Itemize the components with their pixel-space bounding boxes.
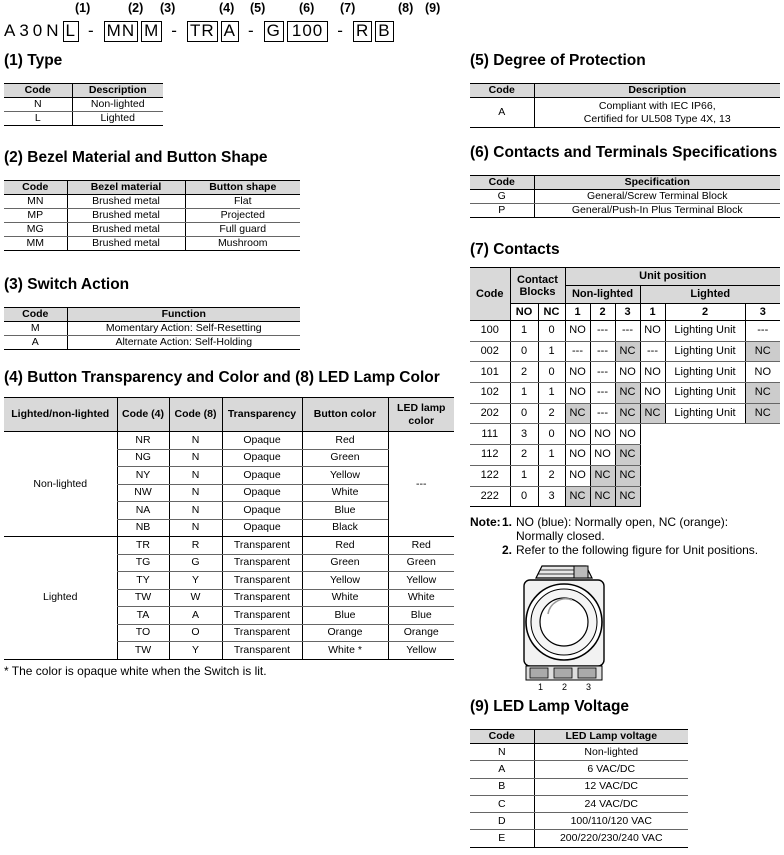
code-seg-3: M — [141, 21, 162, 42]
col-header: 2 — [665, 304, 745, 321]
cell: E — [470, 830, 534, 847]
cell: Black — [302, 519, 388, 537]
cell: A — [470, 98, 534, 128]
cell: TA — [117, 607, 169, 625]
col-header: Specification — [534, 176, 780, 190]
cell: 101 — [470, 362, 510, 383]
cell: 2 — [538, 403, 565, 424]
col-header: Non-lighted — [565, 286, 640, 304]
type-table — [4, 83, 163, 126]
cell: Opaque — [222, 502, 302, 520]
label-3: (3) — [160, 1, 176, 15]
label-6: (6) — [299, 1, 315, 15]
cell: Transparent — [222, 642, 302, 660]
cell: 1 — [510, 465, 538, 486]
code-prefix: A30N — [4, 21, 63, 40]
code-seg-9: B — [375, 21, 393, 42]
section-title-switch-action: (3) Switch Action — [4, 276, 130, 293]
cell: N — [470, 744, 534, 761]
table-row — [4, 112, 163, 126]
cell: Lighting Unit — [665, 383, 745, 404]
table-row — [470, 341, 780, 362]
cell: TO — [117, 624, 169, 642]
transparency-table — [4, 397, 454, 660]
cell: N — [169, 519, 222, 537]
cell: 1 — [538, 341, 565, 362]
transparency-footnote: * The color is opaque white when the Switch is lit. — [4, 664, 267, 678]
col-header: 2 — [590, 304, 615, 321]
cell: NO — [565, 362, 590, 383]
cell: NO — [565, 445, 590, 466]
cell: Blue — [302, 607, 388, 625]
col-header: Lighted/non-lighted — [4, 398, 117, 432]
switch-action-table — [4, 307, 300, 350]
cell: 1 — [538, 445, 565, 466]
cell: P — [470, 204, 534, 218]
cell: MM — [4, 237, 67, 251]
cell: O — [169, 624, 222, 642]
cell: NC — [590, 486, 615, 507]
cell: N — [169, 467, 222, 485]
col-header: Code — [4, 308, 67, 322]
table-row — [4, 432, 454, 450]
section-title-led-voltage: (9) LED Lamp Voltage — [470, 698, 630, 715]
cell: N — [4, 98, 72, 112]
label-8: (8) — [398, 1, 414, 15]
cell: Yellow — [302, 572, 388, 590]
cell: G — [470, 190, 534, 204]
cell: 111 — [470, 424, 510, 445]
cell: 1 — [510, 321, 538, 342]
cell: Mushroom — [185, 237, 300, 251]
col-header: Code — [4, 181, 67, 195]
code-dash: - — [88, 21, 95, 40]
cell: NC — [565, 486, 590, 507]
cell: 200/220/230/240 VAC — [534, 830, 688, 847]
cell: Non-lighted — [534, 744, 688, 761]
table-row — [470, 98, 780, 128]
cell: 102 — [470, 383, 510, 404]
table-row — [470, 465, 780, 486]
cell: Projected — [185, 209, 300, 223]
label-1: (1) — [75, 1, 91, 15]
cell: NO — [640, 321, 665, 342]
col-header: Bezel material — [67, 181, 185, 195]
cell: NO — [565, 465, 590, 486]
cell: Transparent — [222, 572, 302, 590]
cell: NA — [117, 502, 169, 520]
code-seg-1: L — [63, 21, 79, 42]
cell: Opaque — [222, 449, 302, 467]
table-row — [470, 830, 688, 847]
cell: NC — [745, 403, 780, 424]
note-text: NO (blue): Normally open, NC (orange): — [516, 515, 729, 529]
note-label: Note: — [470, 515, 501, 529]
section-title-protection: (5) Degree of Protection — [470, 52, 646, 69]
note-text: Refer to the following figure for Unit positions. — [516, 543, 759, 557]
cell: 0 — [510, 403, 538, 424]
cell: Lighting Unit — [665, 403, 745, 424]
cell: --- — [590, 383, 615, 404]
col-header: Code (4) — [117, 398, 169, 432]
col-header: NC — [538, 304, 565, 321]
cell: Flat — [185, 195, 300, 209]
cell: N — [169, 449, 222, 467]
cell: 2 — [510, 445, 538, 466]
col-header: Code — [470, 176, 534, 190]
col-header: NO — [510, 304, 538, 321]
code-seg-4: TR — [187, 21, 218, 42]
cell: Momentary Action: Self-Resetting — [67, 322, 300, 336]
empty-cell — [640, 424, 780, 445]
cell: TW — [117, 589, 169, 607]
label-2: (2) — [128, 1, 144, 15]
table-row — [470, 486, 780, 507]
cell: General/Push-In Plus Terminal Block — [534, 204, 780, 218]
cell: Lighting Unit — [665, 321, 745, 342]
code-seg-5: A — [221, 21, 239, 42]
label-7: (7) — [340, 1, 356, 15]
cell: Yellow — [388, 572, 454, 590]
cell: --- — [590, 341, 615, 362]
col-header: LED lamp color — [388, 398, 454, 432]
code-seg-6: G — [264, 21, 284, 42]
cell: NC — [565, 403, 590, 424]
cell: NG — [117, 449, 169, 467]
cell: Alternate Action: Self-Holding — [67, 336, 300, 350]
table-row — [470, 424, 780, 445]
col-header: Description — [72, 84, 163, 98]
cell: A — [4, 336, 67, 350]
cell: NO — [565, 424, 590, 445]
cell: NC — [640, 403, 665, 424]
col-header: Function — [67, 308, 300, 322]
cell: 12 VAC/DC — [534, 778, 688, 795]
cell: NO — [640, 362, 665, 383]
cell: NC — [615, 403, 640, 424]
contacts-notes — [470, 515, 782, 557]
cell: Transparent — [222, 607, 302, 625]
cell: R — [169, 537, 222, 555]
table-row — [470, 190, 780, 204]
cell: Brushed metal — [67, 209, 185, 223]
figure-label: 1 — [538, 682, 544, 692]
cell: D — [470, 813, 534, 830]
cell: --- — [640, 341, 665, 362]
col-header: Button color — [302, 398, 388, 432]
cell: NO — [640, 383, 665, 404]
cell: Red — [302, 432, 388, 450]
cell: NW — [117, 484, 169, 502]
note-number: 2. — [502, 543, 513, 557]
col-header: Code — [470, 84, 534, 98]
cell: W — [169, 589, 222, 607]
section-title-contacts-terminals: (6) Contacts and Terminals Specifications — [470, 144, 778, 161]
cell: NO — [745, 362, 780, 383]
cell: Green — [302, 554, 388, 572]
cell: NO — [565, 321, 590, 342]
cell: Transparent — [222, 554, 302, 572]
label-9: (9) — [425, 1, 441, 15]
table-row — [470, 321, 780, 342]
cell-line: Compliant with IEC IP66, — [598, 99, 716, 112]
cell: --- — [590, 362, 615, 383]
cell: --- — [745, 321, 780, 342]
contacts-table — [470, 267, 780, 507]
cell: Y — [169, 642, 222, 660]
code-dash: - — [247, 21, 255, 40]
code-dash: - — [337, 21, 344, 40]
cell: NO — [615, 362, 640, 383]
cell: Opaque — [222, 484, 302, 502]
cell: Blue — [302, 502, 388, 520]
cell: 202 — [470, 403, 510, 424]
cell: 0 — [510, 341, 538, 362]
cell: 122 — [470, 465, 510, 486]
cell: 0 — [510, 486, 538, 507]
cell-line: Certified for UL508 Type 4X, 13 — [583, 112, 731, 125]
led-color: --- — [388, 432, 454, 537]
code-seg-8: R — [353, 21, 372, 42]
cell — [534, 98, 780, 128]
cell: NY — [117, 467, 169, 485]
section-title-contacts: (7) Contacts — [470, 241, 560, 258]
cell: TY — [117, 572, 169, 590]
switch-unit-figure — [518, 560, 608, 694]
cell: N — [169, 432, 222, 450]
cell: Transparent — [222, 589, 302, 607]
cell: MN — [4, 195, 67, 209]
cell: Blue — [388, 607, 454, 625]
cell: 2 — [510, 362, 538, 383]
table-row — [470, 445, 780, 466]
cell: G — [169, 554, 222, 572]
table-row — [4, 98, 163, 112]
table-row — [470, 744, 688, 761]
cell: 0 — [538, 321, 565, 342]
cell: NO — [615, 424, 640, 445]
col-header: 1 — [640, 304, 665, 321]
cell: Green — [388, 554, 454, 572]
col-header: Lighted — [640, 286, 780, 304]
cell: Opaque — [222, 432, 302, 450]
cell: 0 — [538, 362, 565, 383]
table-row — [470, 403, 780, 424]
cell: Orange — [302, 624, 388, 642]
cell: NC — [615, 486, 640, 507]
cell: Yellow — [388, 642, 454, 660]
cell: Lighting Unit — [665, 341, 745, 362]
cell: --- — [615, 321, 640, 342]
col-header: Code — [470, 730, 534, 744]
cell: Red — [388, 537, 454, 555]
cell: NO — [590, 424, 615, 445]
table-row — [4, 537, 454, 555]
cell: M — [4, 322, 67, 336]
cell: NB — [117, 519, 169, 537]
col-header: Code — [4, 84, 72, 98]
section-title-type: (1) Type — [4, 52, 63, 69]
cell: 1 — [510, 383, 538, 404]
empty-cell — [640, 445, 780, 466]
cell: MP — [4, 209, 67, 223]
col-header: Contact Blocks — [510, 268, 565, 304]
cell: 002 — [470, 341, 510, 362]
cell: NC — [745, 341, 780, 362]
cell: Brushed metal — [67, 195, 185, 209]
table-row — [4, 223, 300, 237]
contacts-terminals-table — [470, 175, 780, 218]
cell: Lighting Unit — [665, 362, 745, 383]
code-seg-2: MN — [104, 21, 138, 42]
table-row — [470, 778, 688, 795]
empty-cell — [640, 465, 780, 486]
note-text: Normally closed. — [516, 529, 605, 543]
table-row — [470, 813, 688, 830]
group-label: Lighted — [4, 537, 117, 660]
cell: NC — [745, 383, 780, 404]
cell: C — [470, 795, 534, 812]
figure-label: 3 — [586, 682, 592, 692]
cell: 100 — [470, 321, 510, 342]
cell: 3 — [538, 486, 565, 507]
table-row — [4, 209, 300, 223]
table-row — [470, 761, 688, 778]
cell: White — [302, 484, 388, 502]
col-header: Button shape — [185, 181, 300, 195]
figure-label: 2 — [562, 682, 568, 692]
cell: Full guard — [185, 223, 300, 237]
cell: L — [4, 112, 72, 126]
cell: 100/110/120 VAC — [534, 813, 688, 830]
col-header: Code — [470, 268, 510, 321]
cell: Yellow — [302, 467, 388, 485]
cell: Non-lighted — [72, 98, 163, 112]
cell: NC — [615, 383, 640, 404]
cell: --- — [590, 321, 615, 342]
cell: White — [388, 589, 454, 607]
cell: N — [169, 484, 222, 502]
label-4: (4) — [219, 1, 235, 15]
cell: N — [169, 502, 222, 520]
col-header: 3 — [745, 304, 780, 321]
col-header: 1 — [565, 304, 590, 321]
col-header: Unit position — [565, 268, 780, 286]
table-row — [470, 362, 780, 383]
cell: Brushed metal — [67, 223, 185, 237]
cell: NC — [615, 445, 640, 466]
cell: --- — [565, 341, 590, 362]
led-voltage-table — [470, 729, 688, 848]
col-header: Transparency — [222, 398, 302, 432]
table-row — [4, 195, 300, 209]
code-seg-7: 100 — [287, 21, 328, 42]
col-header: 3 — [615, 304, 640, 321]
cell: Transparent — [222, 624, 302, 642]
table-row — [470, 383, 780, 404]
cell: NO — [565, 383, 590, 404]
table-row — [470, 795, 688, 812]
code-dash: - — [171, 21, 178, 40]
cell: TW — [117, 642, 169, 660]
cell: 6 VAC/DC — [534, 761, 688, 778]
bezel-table — [4, 180, 300, 251]
cell: NC — [590, 465, 615, 486]
cell: 1 — [538, 383, 565, 404]
cell: TG — [117, 554, 169, 572]
section-title-transparency: (4) Button Transparency and Color and (8) LED Lamp Color — [4, 369, 440, 386]
table-row — [470, 204, 780, 218]
cell: Orange — [388, 624, 454, 642]
cell: Opaque — [222, 519, 302, 537]
protection-table — [470, 83, 780, 128]
cell: --- — [590, 403, 615, 424]
cell: Opaque — [222, 467, 302, 485]
cell: White — [302, 589, 388, 607]
cell: 24 VAC/DC — [534, 795, 688, 812]
cell: Brushed metal — [67, 237, 185, 251]
cell: 222 — [470, 486, 510, 507]
model-code — [4, 20, 394, 42]
cell: Red — [302, 537, 388, 555]
col-header: LED Lamp voltage — [534, 730, 688, 744]
cell: General/Screw Terminal Block — [534, 190, 780, 204]
cell: MG — [4, 223, 67, 237]
cell: Lighted — [72, 112, 163, 126]
empty-cell — [640, 486, 780, 507]
table-row — [4, 322, 300, 336]
cell: B — [470, 778, 534, 795]
table-row — [4, 336, 300, 350]
cell: A — [169, 607, 222, 625]
table-row — [4, 237, 300, 251]
cell: 0 — [538, 424, 565, 445]
note-number: 1. — [502, 515, 513, 529]
cell: Y — [169, 572, 222, 590]
cell: Green — [302, 449, 388, 467]
col-header: Code (8) — [169, 398, 222, 432]
label-5: (5) — [250, 1, 266, 15]
cell: 3 — [510, 424, 538, 445]
cell: NC — [615, 465, 640, 486]
cell: A — [470, 761, 534, 778]
cell: NR — [117, 432, 169, 450]
cell: Transparent — [222, 537, 302, 555]
cell: 2 — [538, 465, 565, 486]
group-label: Non-lighted — [4, 432, 117, 537]
section-title-bezel: (2) Bezel Material and Button Shape — [4, 149, 268, 166]
cell: NC — [615, 341, 640, 362]
cell: TR — [117, 537, 169, 555]
cell: NO — [590, 445, 615, 466]
col-header: Description — [534, 84, 780, 98]
cell: 112 — [470, 445, 510, 466]
cell: White * — [302, 642, 388, 660]
